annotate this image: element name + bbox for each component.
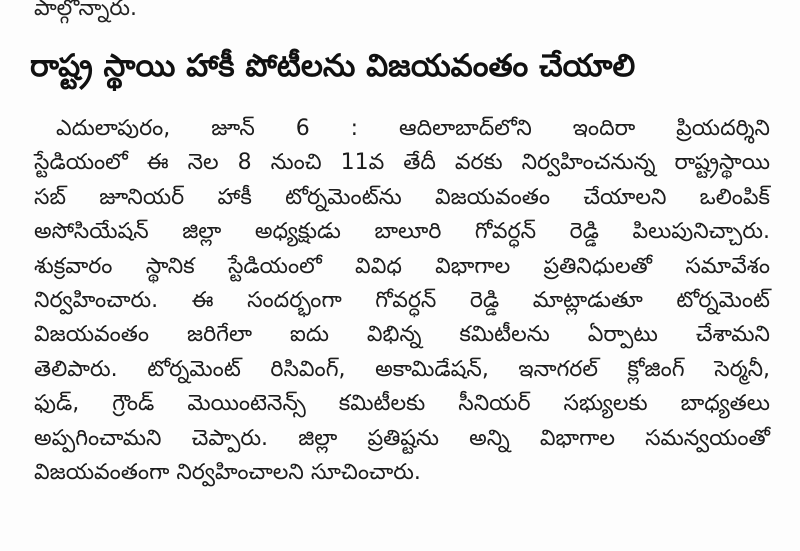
article-line-8: తెలిపారు. టోర్నమెంట్ రిసివింగ్, అకామిడేషన్, ఇనాగరల్ క్లోజింగ్ సెర్మనీ, xyxy=(34,356,770,382)
article-line-9: ఫుడ్, గ్రౌండ్ మెయింటెనెన్స్ కమిటీలకు సీనియర్ సభ్యులకు బాధ్యతలు xyxy=(34,391,770,417)
article-headline: రాష్ట్ర స్థాయి హాకీ పోటీలను విజయవంతం చేయాలి xyxy=(30,48,636,84)
article-line-3: సబ్ జూనియర్ హాకీ టోర్నమెంట్‌ను విజయవంతం చేయాలని ఒలింపిక్ xyxy=(34,184,770,210)
article-line-1: ఎదులాపురం, జూన్ 6 : ఆదిలాబాద్‌లోని ఇందిరా ప్రియదర్శిని xyxy=(56,116,770,141)
article-line-4: అసోసియేషన్ జిల్లా అధ్యక్షుడు బాలూరి గోవర్ధన్ రెడ్డి పిలుపునిచ్చారు. xyxy=(34,219,770,245)
article-line-10: అప్పగించామని చెప్పారు. జిల్లా ప్రతిష్టను అన్ని విభాగాల సమన్వయంతో xyxy=(34,425,770,451)
article-line-7: విజయవంతం జరిగేలా ఐదు విభిన్న కమిటీలను ఏర్పాటు చేశామని xyxy=(34,322,770,348)
article-line-2: స్టేడియంలో ఈ నెల 8 నుంచి 11వ తేదీ వరకు నిర్వహించనున్న రాష్ట్రస్థాయి xyxy=(34,150,770,176)
article-line-5: శుక్రవారం స్థానిక స్టేడియంలో వివిధ విభాగాల ప్రతినిధులతో సమావేశం xyxy=(34,253,770,279)
article-body xyxy=(34,112,770,490)
article-line-11: విజయవంతంగా నిర్వహించాలని సూచించారు. xyxy=(34,460,421,486)
article-line-6: నిర్వహించారు. ఈ సందర్భంగా గోవర్ధన్ రెడ్డి మాట్లాడుతూ టోర్నమెంట్ xyxy=(34,288,770,314)
previous-article-fragment: పాల్గొన్నారు. xyxy=(34,0,138,21)
